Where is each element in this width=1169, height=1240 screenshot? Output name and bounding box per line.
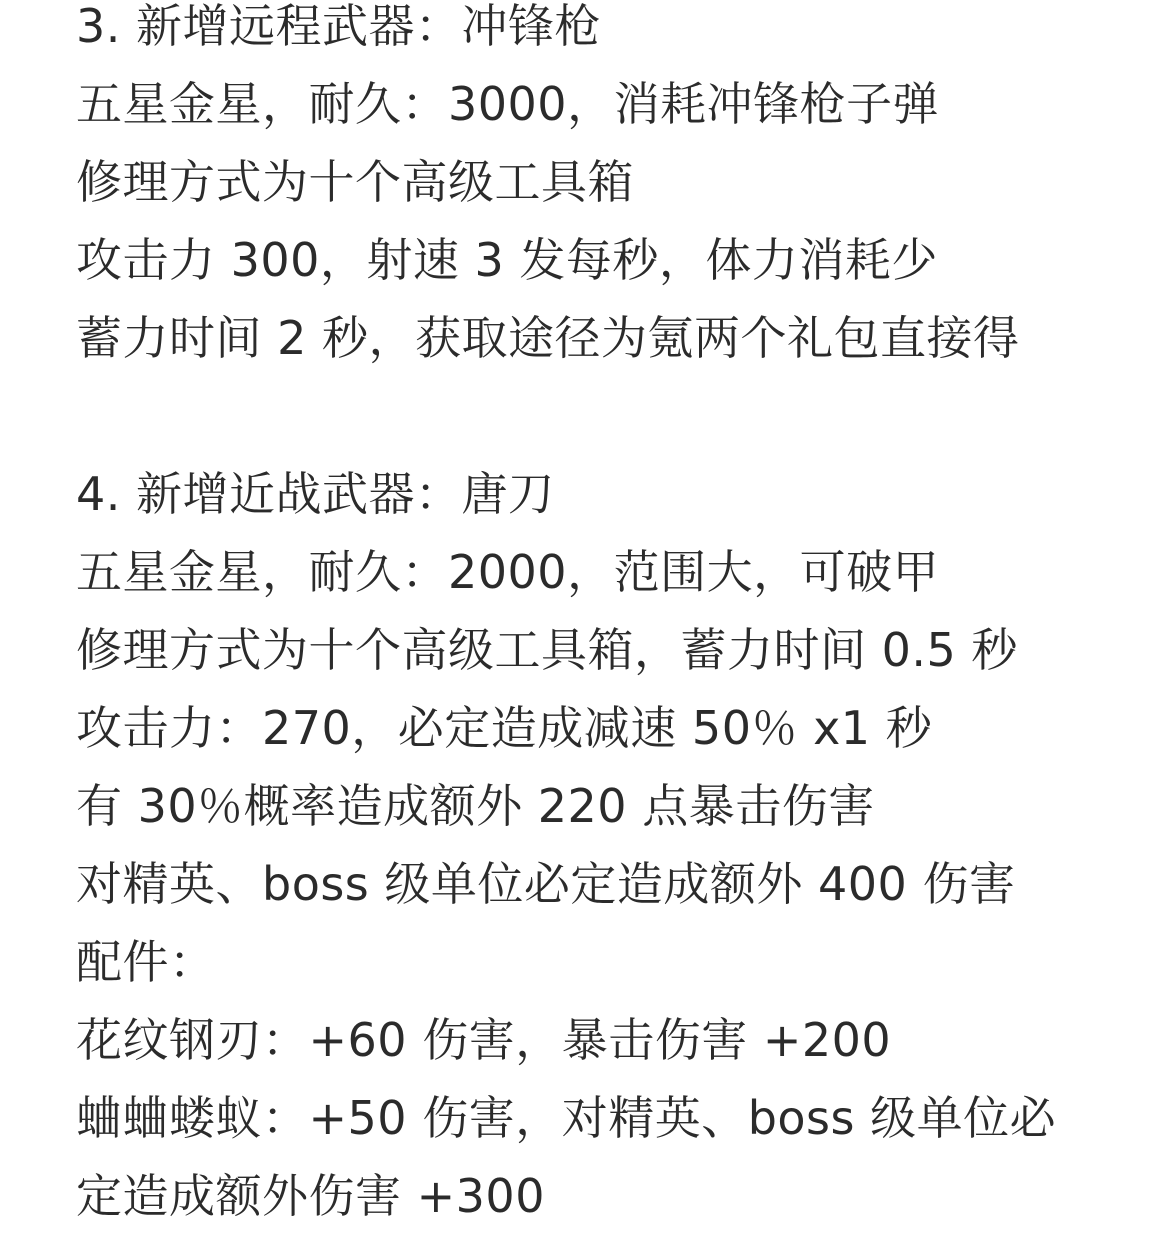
text-line: 修理方式为十个高级工具箱: [76, 155, 634, 209]
text-line: 五星金星，耐久：2000，范围大，可破甲: [76, 545, 940, 599]
text-line: 配件：: [76, 935, 216, 989]
text-line: 蓄力时间 2 秒，获取途径为氪两个礼包直接得: [76, 311, 1020, 365]
text-line: 五星金星，耐久：3000，消耗冲锋枪子弹: [76, 77, 940, 131]
section-submachine-gun: [76, 0, 1136, 377]
section-title: 3. 新增远程武器：冲锋枪: [76, 0, 602, 53]
section-title: 4. 新增近战武器：唐刀: [76, 467, 555, 521]
text-line: 攻击力：270，必定造成减速 50％ x1 秒: [76, 701, 933, 755]
text-line: 花纹钢刃：+60 伤害，暴击伤害 +200: [76, 1013, 892, 1067]
text-line: 修理方式为十个高级工具箱，蓄力时间 0.5 秒: [76, 623, 1018, 677]
document-body: [76, 0, 1136, 1235]
text-line: 对精英、boss 级单位必定造成额外 400 伤害: [76, 857, 1016, 911]
text-line: 蛐蛐蝼蚁：+50 伤害，对精英、boss 级单位必: [76, 1091, 1057, 1145]
text-line: 攻击力 300，射速 3 发每秒，体力消耗少: [76, 233, 938, 287]
section-tang-dao: [76, 455, 1136, 1235]
text-line: 定造成额外伤害 +300: [76, 1169, 545, 1223]
text-line: 有 30％概率造成额外 220 点暴击伤害: [76, 779, 875, 833]
